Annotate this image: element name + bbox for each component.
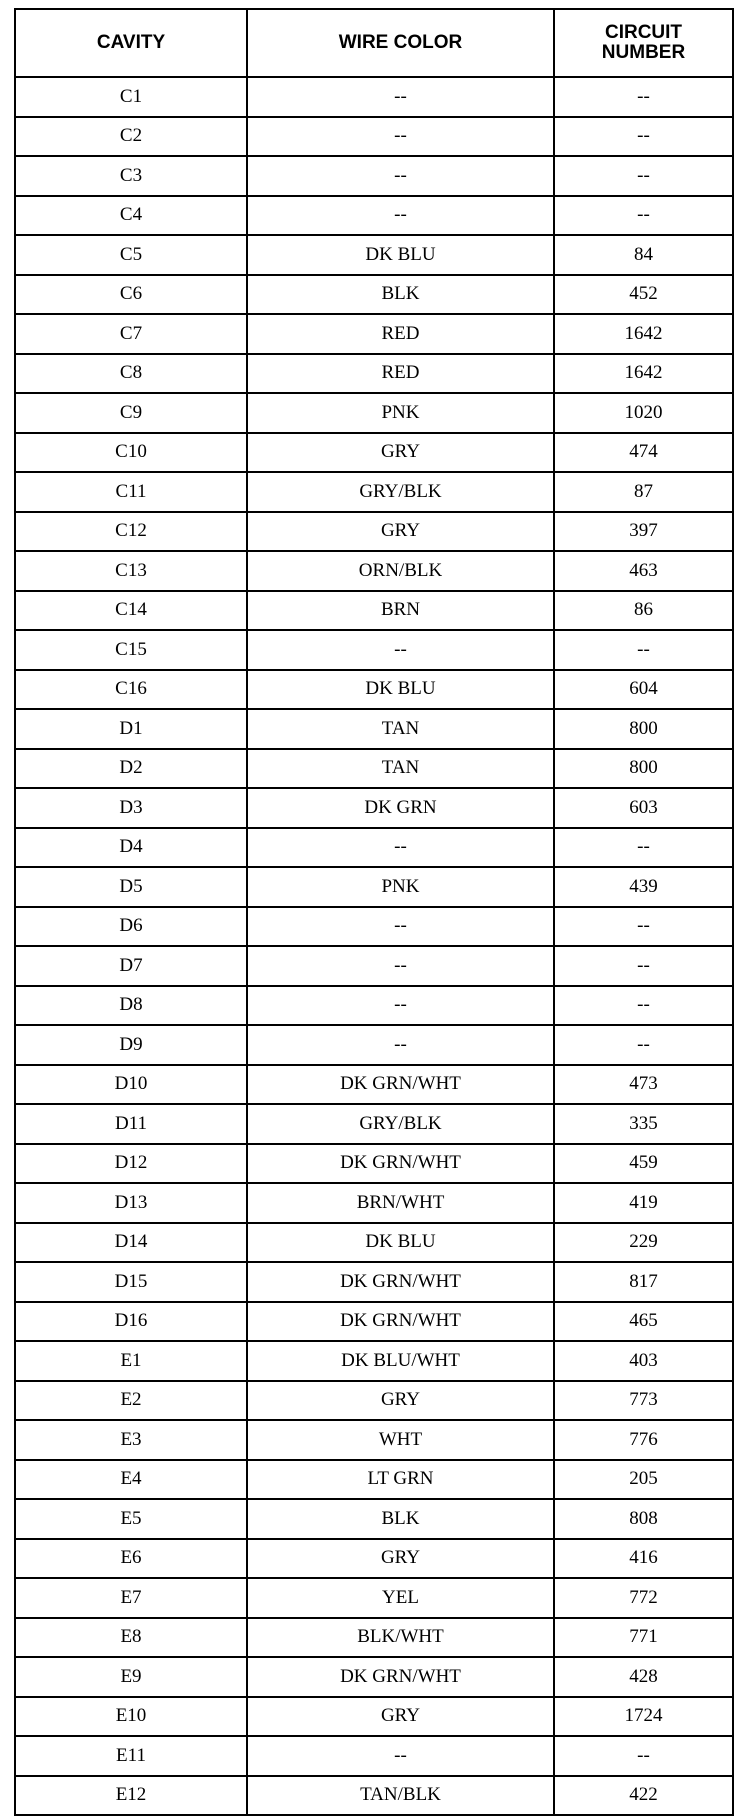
table-row — [15, 1578, 733, 1618]
wire-color-cell: PNK — [247, 393, 554, 433]
circuit-number-cell: 603 — [554, 788, 733, 828]
circuit-number-cell: -- — [554, 156, 733, 196]
table-row — [15, 1697, 733, 1737]
table-row — [15, 433, 733, 473]
wire-color-cell: DK GRN/WHT — [247, 1262, 554, 1302]
table-row — [15, 1302, 733, 1342]
wire-color-cell: BRN/WHT — [247, 1183, 554, 1223]
wire-color-cell: RED — [247, 314, 554, 354]
wire-color-cell: TAN/BLK — [247, 1776, 554, 1816]
table-row — [15, 1065, 733, 1105]
circuit-number-cell: 772 — [554, 1578, 733, 1618]
wire-color-cell: -- — [247, 986, 554, 1026]
cavity-cell: C12 — [15, 512, 247, 552]
table-row — [15, 551, 733, 591]
table-row — [15, 1499, 733, 1539]
cavity-cell: E8 — [15, 1618, 247, 1658]
table-row — [15, 196, 733, 236]
header-circuit-line2: NUMBER — [601, 42, 686, 63]
circuit-number-cell: 773 — [554, 1381, 733, 1421]
wire-color-cell: -- — [247, 828, 554, 868]
wire-color-cell: DK GRN/WHT — [247, 1065, 554, 1105]
table-row — [15, 1341, 733, 1381]
table-row — [15, 393, 733, 433]
table-row — [15, 354, 733, 394]
wire-color-cell: GRY — [247, 1381, 554, 1421]
circuit-number-cell: -- — [554, 986, 733, 1026]
wire-color-cell: YEL — [247, 1578, 554, 1618]
table-row — [15, 1539, 733, 1579]
table-row — [15, 907, 733, 947]
cavity-cell: C2 — [15, 117, 247, 157]
table-row — [15, 1420, 733, 1460]
cavity-cell: D16 — [15, 1302, 247, 1342]
circuit-number-cell: 817 — [554, 1262, 733, 1302]
table-row — [15, 472, 733, 512]
table-row — [15, 630, 733, 670]
table-row — [15, 591, 733, 631]
table-row — [15, 946, 733, 986]
circuit-number-cell: 771 — [554, 1618, 733, 1658]
circuit-number-cell: -- — [554, 77, 733, 117]
cavity-cell: E12 — [15, 1776, 247, 1816]
wire-color-cell: -- — [247, 1025, 554, 1065]
wire-color-cell: GRY/BLK — [247, 472, 554, 512]
circuit-number-cell: 205 — [554, 1460, 733, 1500]
table-row — [15, 788, 733, 828]
cavity-cell: C3 — [15, 156, 247, 196]
wire-color-cell: ORN/BLK — [247, 551, 554, 591]
wire-color-cell: GRY — [247, 433, 554, 473]
cavity-cell: C14 — [15, 591, 247, 631]
circuit-number-cell: -- — [554, 196, 733, 236]
cavity-cell: D14 — [15, 1223, 247, 1263]
cavity-cell: C1 — [15, 77, 247, 117]
circuit-number-cell: -- — [554, 630, 733, 670]
wire-color-cell: -- — [247, 946, 554, 986]
circuit-number-cell: -- — [554, 1736, 733, 1776]
circuit-number-cell: 1020 — [554, 393, 733, 433]
wire-color-cell: DK BLU/WHT — [247, 1341, 554, 1381]
wire-color-cell: GRY — [247, 512, 554, 552]
table-row — [15, 1618, 733, 1658]
cavity-cell: C10 — [15, 433, 247, 473]
cavity-cell: E1 — [15, 1341, 247, 1381]
circuit-number-cell: -- — [554, 1025, 733, 1065]
table-row — [15, 512, 733, 552]
table-row — [15, 1381, 733, 1421]
circuit-number-cell: 473 — [554, 1065, 733, 1105]
wire-color-cell: RED — [247, 354, 554, 394]
cavity-cell: D2 — [15, 749, 247, 789]
cavity-cell: D15 — [15, 1262, 247, 1302]
cavity-cell: D13 — [15, 1183, 247, 1223]
circuit-number-cell: 1642 — [554, 314, 733, 354]
cavity-cell: D1 — [15, 709, 247, 749]
cavity-cell: C9 — [15, 393, 247, 433]
header-cavity: CAVITY — [15, 9, 247, 77]
circuit-number-cell: 808 — [554, 1499, 733, 1539]
table-row — [15, 1223, 733, 1263]
wire-color-cell: -- — [247, 117, 554, 157]
circuit-number-cell: 416 — [554, 1539, 733, 1579]
circuit-number-cell: 459 — [554, 1144, 733, 1184]
cavity-cell: E11 — [15, 1736, 247, 1776]
circuit-number-cell: 1642 — [554, 354, 733, 394]
cavity-cell: D12 — [15, 1144, 247, 1184]
cavity-cell: E4 — [15, 1460, 247, 1500]
wire-color-cell: GRY/BLK — [247, 1104, 554, 1144]
circuit-number-cell: 229 — [554, 1223, 733, 1263]
wire-color-cell: PNK — [247, 867, 554, 907]
circuit-number-cell: -- — [554, 117, 733, 157]
table-row — [15, 749, 733, 789]
wire-color-cell: DK BLU — [247, 235, 554, 275]
cavity-cell: D9 — [15, 1025, 247, 1065]
cavity-cell: E10 — [15, 1697, 247, 1737]
cavity-cell: D4 — [15, 828, 247, 868]
wire-color-cell: DK GRN — [247, 788, 554, 828]
circuit-number-cell: 419 — [554, 1183, 733, 1223]
wire-color-cell: -- — [247, 1736, 554, 1776]
wire-color-cell: BLK — [247, 1499, 554, 1539]
cavity-cell: E6 — [15, 1539, 247, 1579]
cavity-cell: E7 — [15, 1578, 247, 1618]
table-row — [15, 1183, 733, 1223]
cavity-cell: C16 — [15, 670, 247, 710]
wire-color-cell: GRY — [247, 1697, 554, 1737]
circuit-number-cell: 474 — [554, 433, 733, 473]
connector-pinout-table — [14, 8, 734, 1816]
table-row — [15, 867, 733, 907]
cavity-cell: D3 — [15, 788, 247, 828]
table-row — [15, 117, 733, 157]
wire-color-cell: LT GRN — [247, 1460, 554, 1500]
circuit-number-cell: 800 — [554, 709, 733, 749]
cavity-cell: C8 — [15, 354, 247, 394]
circuit-number-cell: 87 — [554, 472, 733, 512]
table-row — [15, 670, 733, 710]
table-row — [15, 156, 733, 196]
wire-color-cell: -- — [247, 907, 554, 947]
cavity-cell: E3 — [15, 1420, 247, 1460]
circuit-number-cell: 1724 — [554, 1697, 733, 1737]
cavity-cell: D8 — [15, 986, 247, 1026]
table-row — [15, 828, 733, 868]
wire-color-cell: BRN — [247, 591, 554, 631]
cavity-cell: C15 — [15, 630, 247, 670]
table-row — [15, 1144, 733, 1184]
cavity-cell: E2 — [15, 1381, 247, 1421]
table-row — [15, 986, 733, 1026]
circuit-number-cell: -- — [554, 907, 733, 947]
circuit-number-cell: 335 — [554, 1104, 733, 1144]
table-row — [15, 77, 733, 117]
cavity-cell: E5 — [15, 1499, 247, 1539]
cavity-cell: D7 — [15, 946, 247, 986]
cavity-cell: E9 — [15, 1657, 247, 1697]
cavity-cell: C7 — [15, 314, 247, 354]
header-row — [15, 9, 733, 77]
circuit-number-cell: 439 — [554, 867, 733, 907]
cavity-cell: C5 — [15, 235, 247, 275]
wire-color-cell: BLK/WHT — [247, 1618, 554, 1658]
circuit-number-cell: 604 — [554, 670, 733, 710]
table-row — [15, 314, 733, 354]
wire-color-cell: DK GRN/WHT — [247, 1302, 554, 1342]
table-row — [15, 1657, 733, 1697]
table-row — [15, 1460, 733, 1500]
circuit-number-cell: 84 — [554, 235, 733, 275]
wire-color-cell: DK GRN/WHT — [247, 1657, 554, 1697]
table-row — [15, 1262, 733, 1302]
wire-color-cell: -- — [247, 156, 554, 196]
wire-color-cell: DK GRN/WHT — [247, 1144, 554, 1184]
wire-color-cell: WHT — [247, 1420, 554, 1460]
circuit-number-cell: 776 — [554, 1420, 733, 1460]
circuit-number-cell: 463 — [554, 551, 733, 591]
cavity-cell: C13 — [15, 551, 247, 591]
header-circuit-number — [554, 9, 733, 77]
cavity-cell: D11 — [15, 1104, 247, 1144]
header-circuit-line1: CIRCUIT — [604, 22, 683, 43]
table-row — [15, 709, 733, 749]
cavity-cell: D10 — [15, 1065, 247, 1105]
circuit-number-cell: 428 — [554, 1657, 733, 1697]
wire-color-cell: -- — [247, 196, 554, 236]
wire-color-cell: GRY — [247, 1539, 554, 1579]
cavity-cell: C6 — [15, 275, 247, 315]
table-row — [15, 1736, 733, 1776]
circuit-number-cell: 86 — [554, 591, 733, 631]
cavity-cell: D5 — [15, 867, 247, 907]
circuit-number-cell: 397 — [554, 512, 733, 552]
wire-color-cell: TAN — [247, 709, 554, 749]
table-row — [15, 275, 733, 315]
circuit-number-cell: 452 — [554, 275, 733, 315]
wire-color-cell: -- — [247, 77, 554, 117]
circuit-number-cell: 403 — [554, 1341, 733, 1381]
wire-color-cell: DK BLU — [247, 1223, 554, 1263]
wire-color-cell: BLK — [247, 275, 554, 315]
cavity-cell: C11 — [15, 472, 247, 512]
table-row — [15, 1104, 733, 1144]
cavity-cell: D6 — [15, 907, 247, 947]
wire-color-cell: TAN — [247, 749, 554, 789]
circuit-number-cell: -- — [554, 946, 733, 986]
circuit-number-cell: -- — [554, 828, 733, 868]
circuit-number-cell: 422 — [554, 1776, 733, 1816]
wire-color-cell: DK BLU — [247, 670, 554, 710]
wire-color-cell: -- — [247, 630, 554, 670]
table-row — [15, 1776, 733, 1816]
circuit-number-cell: 465 — [554, 1302, 733, 1342]
cavity-cell: C4 — [15, 196, 247, 236]
circuit-number-cell: 800 — [554, 749, 733, 789]
table-row — [15, 1025, 733, 1065]
header-wire-color: WIRE COLOR — [247, 9, 554, 77]
table-row — [15, 235, 733, 275]
